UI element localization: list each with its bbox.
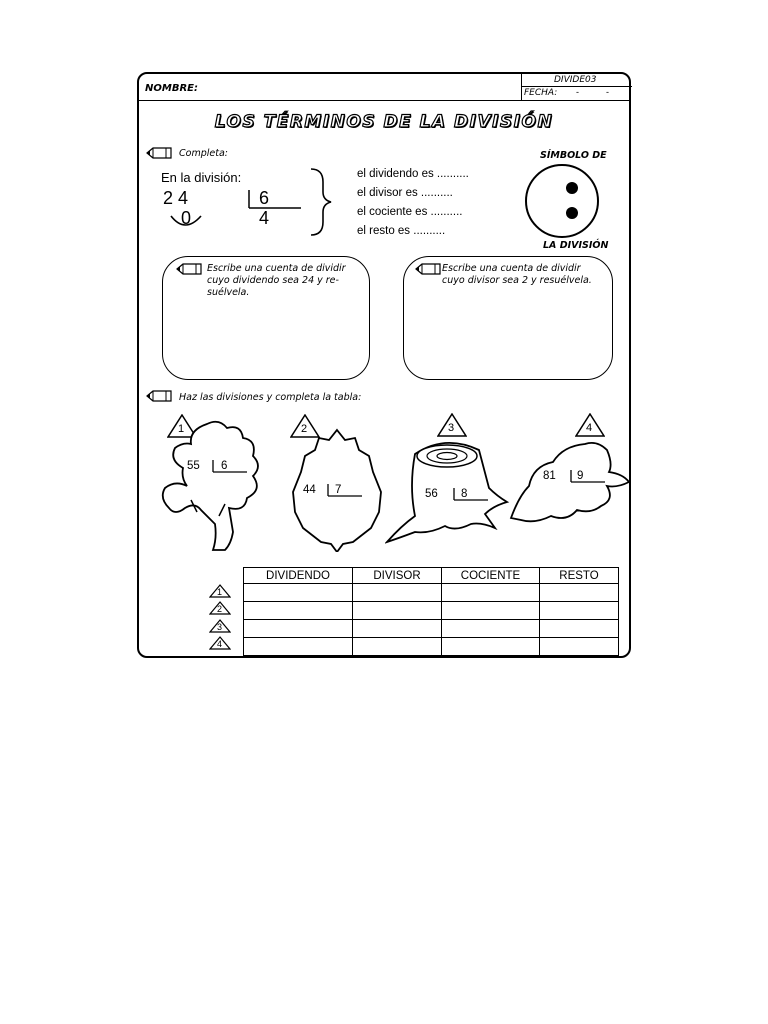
- header-cociente: COCIENTE: [442, 568, 540, 584]
- table-cell[interactable]: [540, 602, 619, 620]
- table-cell[interactable]: [244, 602, 353, 620]
- table-header-row: [244, 568, 619, 584]
- table-cell[interactable]: [353, 584, 442, 602]
- exercise-box-2: [403, 256, 613, 380]
- division-dividend: 55: [187, 460, 200, 472]
- worksheet-code: DIVIDE03: [554, 75, 597, 85]
- triangle-label: 2: [301, 423, 308, 435]
- statement-cociente: el cociente es ..........: [357, 206, 463, 218]
- statement-divisor: el divisor es ..........: [357, 187, 453, 199]
- division-divisor: 7: [335, 484, 342, 496]
- division-bracket: [159, 186, 309, 234]
- name-row: [139, 74, 629, 101]
- pencil-icon: [145, 147, 173, 159]
- nombre-label: NOMBRE:: [145, 83, 198, 94]
- table-cell[interactable]: [442, 602, 540, 620]
- table-cell[interactable]: [353, 638, 442, 656]
- symbol-label-bottom: LA DIVISIÓN: [543, 240, 609, 251]
- row-label: 4: [217, 639, 223, 649]
- triangle-label: 3: [448, 422, 455, 434]
- table-row: [244, 638, 619, 656]
- table-row: [244, 602, 619, 620]
- triangle-label: 1: [178, 423, 185, 435]
- table-cell[interactable]: [244, 638, 353, 656]
- division-dividend: 44: [303, 484, 316, 496]
- table-cell[interactable]: [244, 584, 353, 602]
- statement-resto: el resto es ..........: [357, 225, 446, 237]
- tree-icon: [159, 420, 275, 552]
- table-cell[interactable]: [540, 620, 619, 638]
- worksheet: [137, 72, 631, 658]
- dividend: 2 4: [163, 188, 189, 208]
- division-intro: En la división:: [161, 170, 242, 185]
- curly-brace: [305, 166, 335, 238]
- table-cell[interactable]: [244, 620, 353, 638]
- pencil-icon: [175, 263, 203, 275]
- row-label: 3: [217, 622, 223, 632]
- division-symbol: [524, 163, 600, 239]
- results-table: [243, 567, 619, 656]
- date-separator: -: [576, 87, 579, 97]
- box1-line: Escribe una cuenta de dividir: [207, 263, 346, 274]
- symbol-label-top: SÍMBOLO DE: [540, 150, 607, 161]
- division-divisor: 6: [221, 460, 228, 472]
- date-separator: -: [606, 87, 609, 97]
- box1-line: suélvela.: [207, 287, 250, 298]
- row-label: 1: [217, 587, 223, 597]
- table-cell[interactable]: [540, 584, 619, 602]
- box2-line: Escribe una cuenta de dividir: [442, 263, 581, 274]
- pencil-icon: [145, 390, 173, 402]
- header-resto: RESTO: [540, 568, 619, 584]
- table-cell[interactable]: [540, 638, 619, 656]
- table-cell[interactable]: [353, 620, 442, 638]
- triangle-label: 4: [586, 422, 593, 434]
- exercise-box-1: [162, 256, 370, 380]
- table-row: [244, 584, 619, 602]
- fecha-label: FECHA:: [524, 88, 558, 98]
- table-row: [244, 620, 619, 638]
- header-divisor: DIVISOR: [353, 568, 442, 584]
- table-cell[interactable]: [353, 602, 442, 620]
- table-cell[interactable]: [442, 584, 540, 602]
- table-cell[interactable]: [442, 638, 540, 656]
- page-title: LOS TÉRMINOS DE LA DIVISIÓN: [214, 112, 554, 132]
- division-divisor: 8: [461, 488, 468, 500]
- leaf-icon: [505, 436, 631, 532]
- table-cell[interactable]: [442, 620, 540, 638]
- meta-box: [521, 74, 632, 100]
- divisor: 6: [259, 188, 270, 208]
- row-label: 2: [217, 604, 223, 614]
- quotient: 4: [259, 208, 270, 228]
- pencil-icon: [414, 263, 442, 275]
- remainder: 0: [181, 208, 192, 228]
- division-dividend: 81: [543, 470, 556, 482]
- division-dividend: 56: [425, 488, 438, 500]
- box2-line: cuyo divisor sea 2 y resuélvela.: [442, 275, 592, 286]
- statement-dividendo: el dividendo es ..........: [357, 168, 469, 180]
- instruction-haz: Haz las divisiones y completa la tabla:: [179, 392, 362, 403]
- header-dividendo: DIVIDENDO: [244, 568, 353, 584]
- box1-line: cuyo dividendo sea 24 y re-: [207, 275, 339, 286]
- tree-stump-icon: [385, 436, 511, 548]
- instruction-completa: Completa:: [179, 148, 228, 159]
- division-divisor: 9: [577, 470, 584, 482]
